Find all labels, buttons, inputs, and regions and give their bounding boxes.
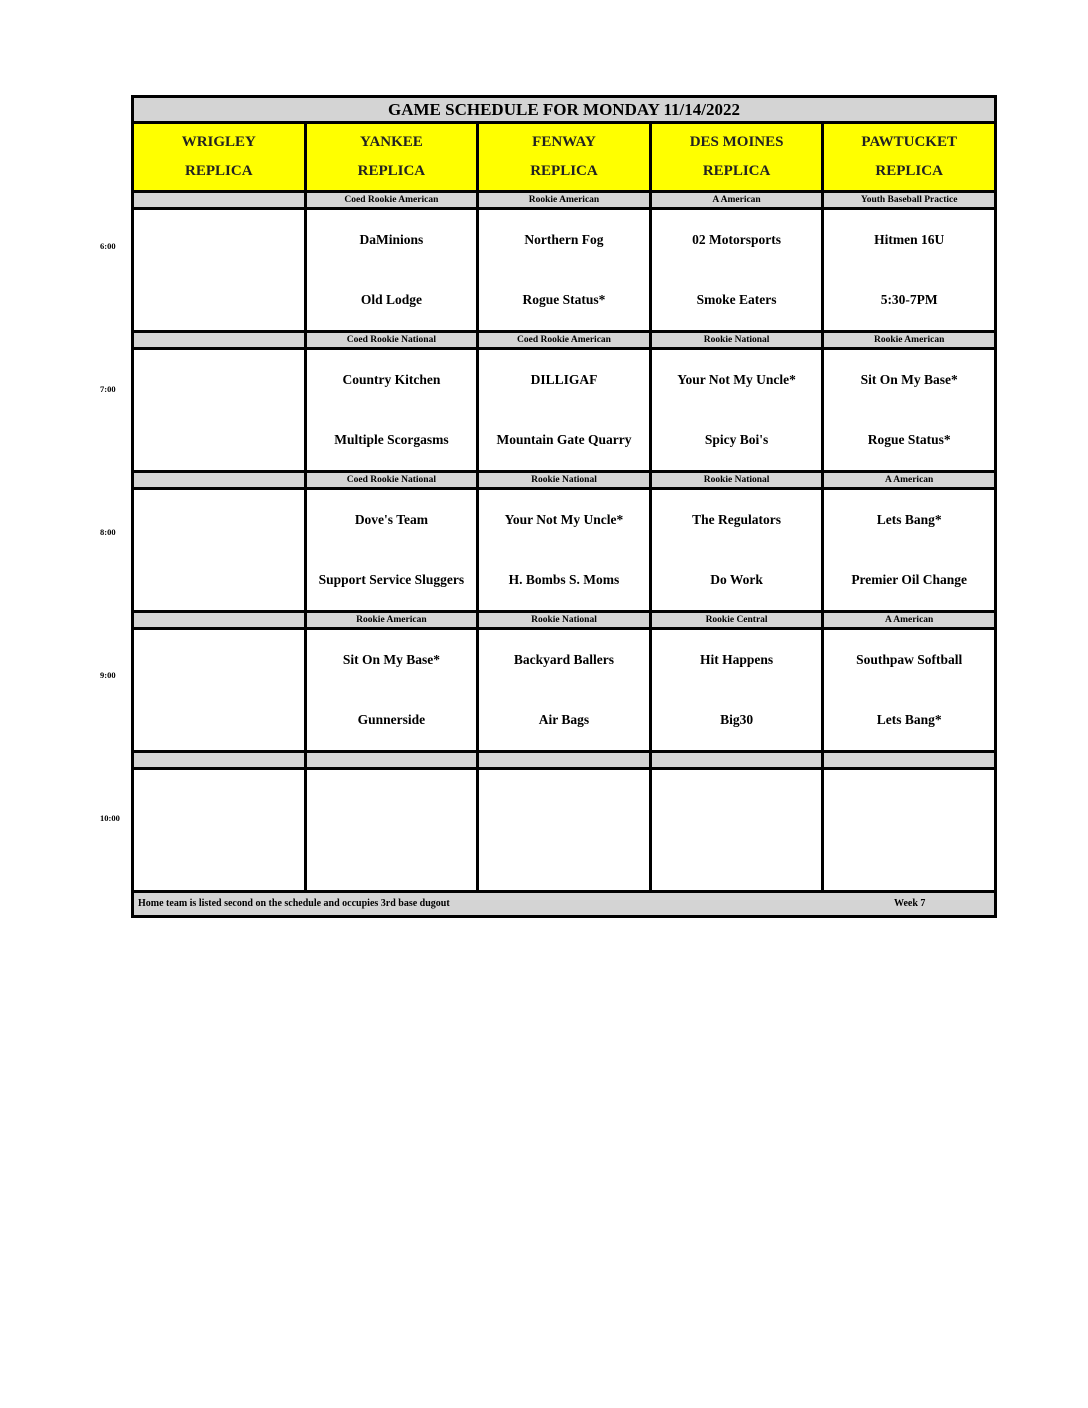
away-team: Sit On My Base*	[342, 652, 440, 667]
away-team: DaMinions	[359, 232, 424, 247]
game-cell	[823, 349, 996, 472]
game-cell	[133, 489, 306, 612]
game-cell	[823, 209, 996, 332]
home-team: H. Bombs S. Moms	[508, 572, 620, 587]
away-team: Backyard Ballers	[513, 652, 615, 667]
division-cell: Rookie Central	[650, 612, 823, 629]
game-row	[133, 769, 996, 892]
home-team: 5:30-7PM	[880, 292, 938, 307]
division-cell: Rookie National	[478, 472, 651, 489]
game-cell	[305, 349, 478, 472]
game-cell	[478, 629, 651, 752]
game-cell	[133, 209, 306, 332]
home-team: Support Service Sluggers	[318, 572, 465, 587]
division-cell	[823, 752, 996, 769]
game-row	[133, 489, 996, 612]
time-label-7: 7:00	[100, 384, 116, 394]
home-team: Spicy Boi's	[704, 432, 769, 447]
division-cell: Rookie American	[478, 192, 651, 209]
field-header-pawtucket: PAWTUCKET REPLICA	[823, 123, 996, 192]
game-cell	[305, 209, 478, 332]
game-cell	[823, 629, 996, 752]
division-cell	[133, 612, 306, 629]
home-team: Rogue Status*	[522, 292, 606, 307]
time-label-6: 6:00	[100, 241, 116, 251]
away-team: Hit Happens	[700, 652, 774, 667]
field-header-des-moines: DES MOINES REPLICA	[650, 123, 823, 192]
division-cell: Rookie American	[305, 612, 478, 629]
away-team: The Regulators	[692, 512, 782, 527]
game-cell	[305, 769, 478, 892]
division-row	[133, 192, 996, 209]
division-cell	[133, 752, 306, 769]
home-team: Gunnerside	[357, 712, 426, 727]
game-cell	[478, 349, 651, 472]
division-cell	[133, 472, 306, 489]
division-row	[133, 612, 996, 629]
field-header-fenway: FENWAY REPLICA	[478, 123, 651, 192]
time-label-8: 8:00	[100, 527, 116, 537]
game-cell	[305, 489, 478, 612]
game-cell	[823, 769, 996, 892]
home-team: Multiple Scorgasms	[334, 432, 449, 447]
away-team: Dove's Team	[354, 512, 428, 527]
footer-row	[133, 892, 996, 917]
division-cell: Rookie National	[478, 612, 651, 629]
footer-cell	[133, 892, 996, 917]
game-cell	[478, 769, 651, 892]
game-row	[133, 209, 996, 332]
game-cell	[305, 629, 478, 752]
field-header-yankee: YANKEE REPLICA	[305, 123, 478, 192]
division-cell: Rookie National	[650, 472, 823, 489]
away-team: DILLIGAF	[530, 372, 598, 387]
division-cell	[133, 332, 306, 349]
title-row	[133, 97, 996, 123]
game-cell	[650, 769, 823, 892]
away-team: Northern Fog	[524, 232, 604, 247]
division-cell: Rookie American	[823, 332, 996, 349]
schedule-table	[131, 95, 997, 918]
home-team: Lets Bang*	[876, 712, 942, 727]
away-team: Hitmen 16U	[874, 232, 945, 247]
division-row	[133, 472, 996, 489]
field-header-wrigley: WRIGLEY REPLICA	[133, 123, 306, 192]
game-cell	[650, 629, 823, 752]
game-cell	[478, 209, 651, 332]
time-label-9: 9:00	[100, 670, 116, 680]
home-team: Old Lodge	[360, 292, 422, 307]
game-cell	[650, 489, 823, 612]
away-team: Lets Bang*	[876, 512, 942, 527]
division-cell: A American	[823, 472, 996, 489]
away-team: 02 Motorsports	[692, 232, 781, 247]
division-row	[133, 332, 996, 349]
home-team: Do Work	[710, 572, 763, 587]
week-label: Week 7	[894, 898, 926, 909]
game-cell	[133, 629, 306, 752]
away-team: Sit On My Base*	[860, 372, 958, 387]
away-team: Country Kitchen	[342, 372, 441, 387]
game-cell	[478, 489, 651, 612]
game-row	[133, 349, 996, 472]
game-cell	[650, 349, 823, 472]
footer-note: Home team is listed second on the schedule and occupies 3rd base dugout	[138, 898, 450, 909]
division-row	[133, 752, 996, 769]
division-cell	[650, 752, 823, 769]
division-cell: Coed Rookie National	[305, 472, 478, 489]
home-team: Air Bags	[538, 712, 590, 727]
home-team: Smoke Eaters	[696, 292, 777, 307]
home-team: Big30	[720, 712, 754, 727]
home-team: Premier Oil Change	[851, 572, 968, 587]
away-team: Southpaw Softball	[856, 652, 963, 667]
game-cell	[650, 209, 823, 332]
division-cell	[133, 192, 306, 209]
schedule-title: GAME SCHEDULE FOR MONDAY 11/14/2022	[133, 97, 996, 123]
game-cell	[133, 769, 306, 892]
division-cell: Coed Rookie American	[478, 332, 651, 349]
away-team: Your Not My Uncle*	[677, 372, 796, 387]
division-cell: Coed Rookie American	[305, 192, 478, 209]
away-team: Your Not My Uncle*	[504, 512, 624, 527]
game-cell	[823, 489, 996, 612]
division-cell: Rookie National	[650, 332, 823, 349]
schedule-sheet	[131, 95, 997, 918]
division-cell: Coed Rookie National	[305, 332, 478, 349]
home-team: Mountain Gate Quarry	[496, 432, 632, 447]
division-cell	[305, 752, 478, 769]
division-cell: A American	[650, 192, 823, 209]
game-row	[133, 629, 996, 752]
division-cell: A American	[823, 612, 996, 629]
division-cell	[478, 752, 651, 769]
home-team: Rogue Status*	[867, 432, 951, 447]
field-header-row	[133, 123, 996, 192]
game-cell	[133, 349, 306, 472]
division-cell: Youth Baseball Practice	[823, 192, 996, 209]
time-label-10: 10:00	[100, 813, 120, 823]
